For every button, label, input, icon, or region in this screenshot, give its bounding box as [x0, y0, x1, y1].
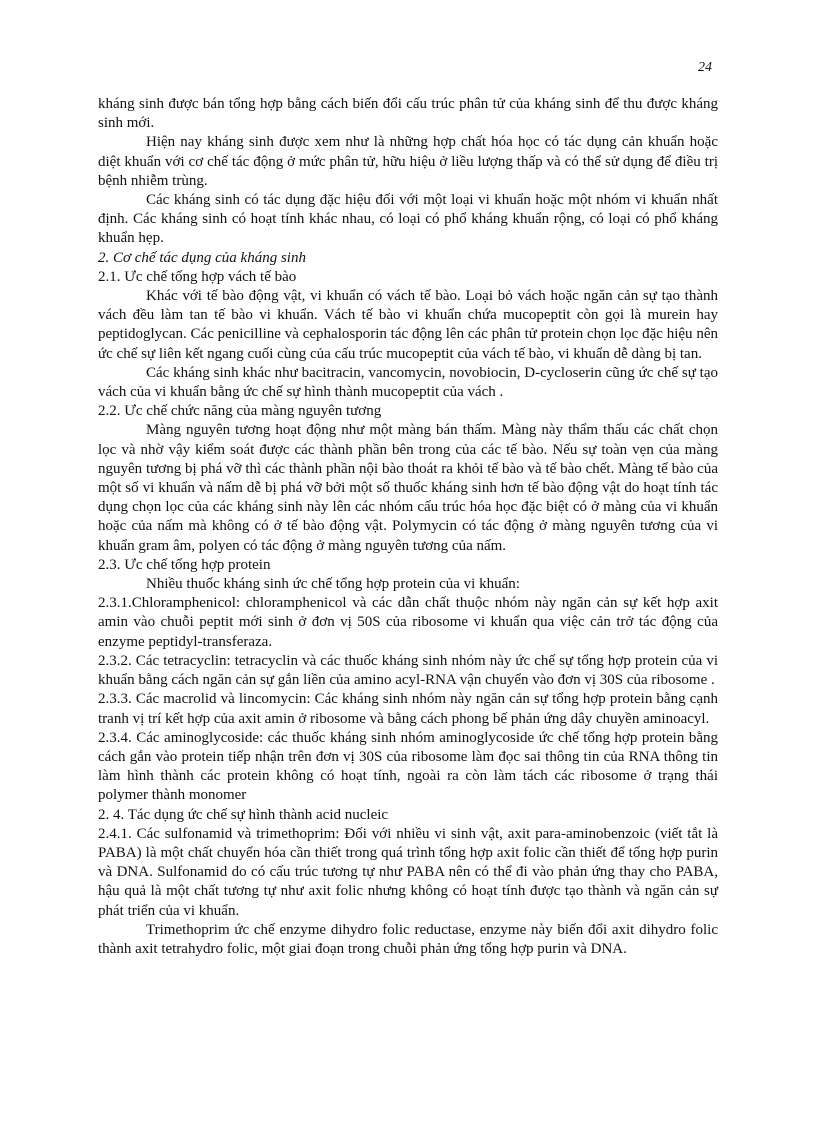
body-paragraph: 2.3.3. Các macrolid và lincomycin: Các kháng sinh nhóm này ngăn cản sự tổng hợp protein bằng cạnh tranh vị trí kết hợp của axit amin ở ribosome và bằng cách phong bế phản ứng dây chuyền aminoacyl. [98, 691, 718, 727]
subsection-heading: 2.1. Ưc chế tổng hợp vách tế bào [98, 268, 297, 285]
page-number: 24 [698, 60, 712, 75]
body-paragraph: Màng nguyên tương hoạt động như một màng bán thấm. Màng này thẩm thấu các chất chọn lọc và nhờ vậy kiểm soát được các thành phần bên trong của các tế bào. Nếu sự toàn vẹn của màng nguyên tương bị phá vỡ thì các thành phần nội bào thoát ra khỏi tế bào và tế bào chết. Màng tế bào của một số vi khuẩn và nấm dễ bị phá vỡ bởi một số thuốc kháng sinh hơn tế bào động vật do hoạt tính tác dụng chọn lọc của các kháng sinh này lên các nhóm cấu trúc hóa học đặc biệt có ở màng của vi khuẩn hoặc của nấm mà không có ở tế bào động vật. Polymycin có tác động ở màng nguyên tương của vi khuẩn gram âm, polyen có tác động ở màng nguyên tương của nấm. [98, 422, 718, 554]
body-paragraph: 2.3.4. Các aminoglycoside: các thuốc kháng sinh nhóm aminoglycoside ức chế tổng hợp protein bằng cách gắn vào protein tiếp nhận trên đơn vị 30S của ribosome làm đọc sai thông tin của RNA thông tin làm hình thành các protein không có hoạt tính, ngoài ra còn làm tách các ribosome ở trạng thái polymer thành monomer [98, 729, 718, 804]
section-heading: 2. Cơ chế tác dụng của kháng sinh [98, 249, 306, 266]
subsection-heading: 2.3. Ưc chế tổng hợp protein [98, 556, 271, 573]
body-paragraph: Các kháng sinh có tác dụng đặc hiệu đối với một loại vi khuẩn hoặc một nhóm vi khuẩn nhất định. Các kháng sinh có hoạt tính khác nhau, có loại có phổ kháng khuẩn rộng, có loại có phổ kháng khuẩn hẹp. [98, 192, 718, 247]
document-body [98, 95, 718, 959]
body-paragraph: 2.3.2. Các tetracyclin: tetracyclin và các thuốc kháng sinh nhóm này ức chế sự tổng hợp protein của vi khuẩn bằng cách ngăn cản sự gắn liền của amino acyl-RNA vận chuyển vào đơn vị 30S của ribosome . [98, 652, 718, 689]
body-paragraph: Hiện nay kháng sinh được xem như là những hợp chất hóa học có tác dụng cản khuẩn hoặc diệt khuẩn với cơ chế tác động ở mức phân tử, hữu hiệu ở liều lượng thấp và có thể sử dụng để điều trị bệnh nhiễm trùng. [98, 134, 718, 189]
body-paragraph: Các kháng sinh khác như bacitracin, vancomycin, novobiocin, D-cycloserin cũng ức chế sự tạo vách của vi khuẩn bằng ức chế sự hình thành mucopeptit của vách . [98, 364, 718, 401]
subsection-heading: 2. 4. Tác dụng ức chế sự hình thành acid nucleic [98, 806, 389, 823]
body-paragraph: 2.3.1.Chloramphenicol: chloramphenicol và các dẫn chất thuộc nhóm này ngăn cản sự kết hợp axit amin vào chuỗi peptit mới sinh ở đơn vị 50S của ribosome vi khuẩn qua việc cản trở tác động của enzyme peptidyl-transferaza. [98, 595, 718, 650]
body-paragraph: kháng sinh được bán tổng hợp bằng cách biến đổi cấu trúc phân tử của kháng sinh để thu được kháng sinh mới. [98, 96, 718, 132]
subsection-heading: 2.2. Ưc chế chức năng của màng nguyên tương [98, 403, 382, 420]
body-paragraph: Khác với tế bào động vật, vi khuẩn có vách tế bào. Loại bỏ vách hoặc ngăn cản sự tạo thành vách đều làm tan tế bào vi khuẩn. Vách tế bào vi khuẩn chứa mucopeptit còn gọi là murein hay peptidoglycan. Các penicilline và cephalosporin tác động lên các phân tử protein chọn lọc đặc hiệu nên ức chế sự liên kết ngang cuối cùng của cấu trúc mucopeptit của vách tế bào, vi khuẩn dễ dàng bị tan. [98, 288, 718, 362]
body-paragraph: Nhiều thuốc kháng sinh ức chế tổng hợp protein của vi khuẩn: [146, 576, 520, 593]
body-paragraph: Trimethoprim ức chế enzyme dihydro folic reductase, enzyme này biến đổi axit dihydro folic thành axit tetrahydro folic, một giai đoạn trong chuỗi phản ứng tổng hợp purin và DNA. [98, 921, 718, 957]
body-paragraph: 2.4.1. Các sulfonamid và trimethoprim: Đối với nhiều vi sinh vật, axit para-aminobenzoic (viết tắt là PABA) là một chất chuyển hóa cần thiết trong quá trình tổng hợp axit folic cần thiết để tổng hợp purin và DNA. Sulfonamid do có cấu trúc tương tự như PABA nên có thể đi vào phản ứng thay cho PABA, hậu quả là một chất tương tự như axit folic nhưng không có hoạt tính được tạo thành và ngăn cản sự phát triển của vi khuẩn. [98, 825, 718, 919]
